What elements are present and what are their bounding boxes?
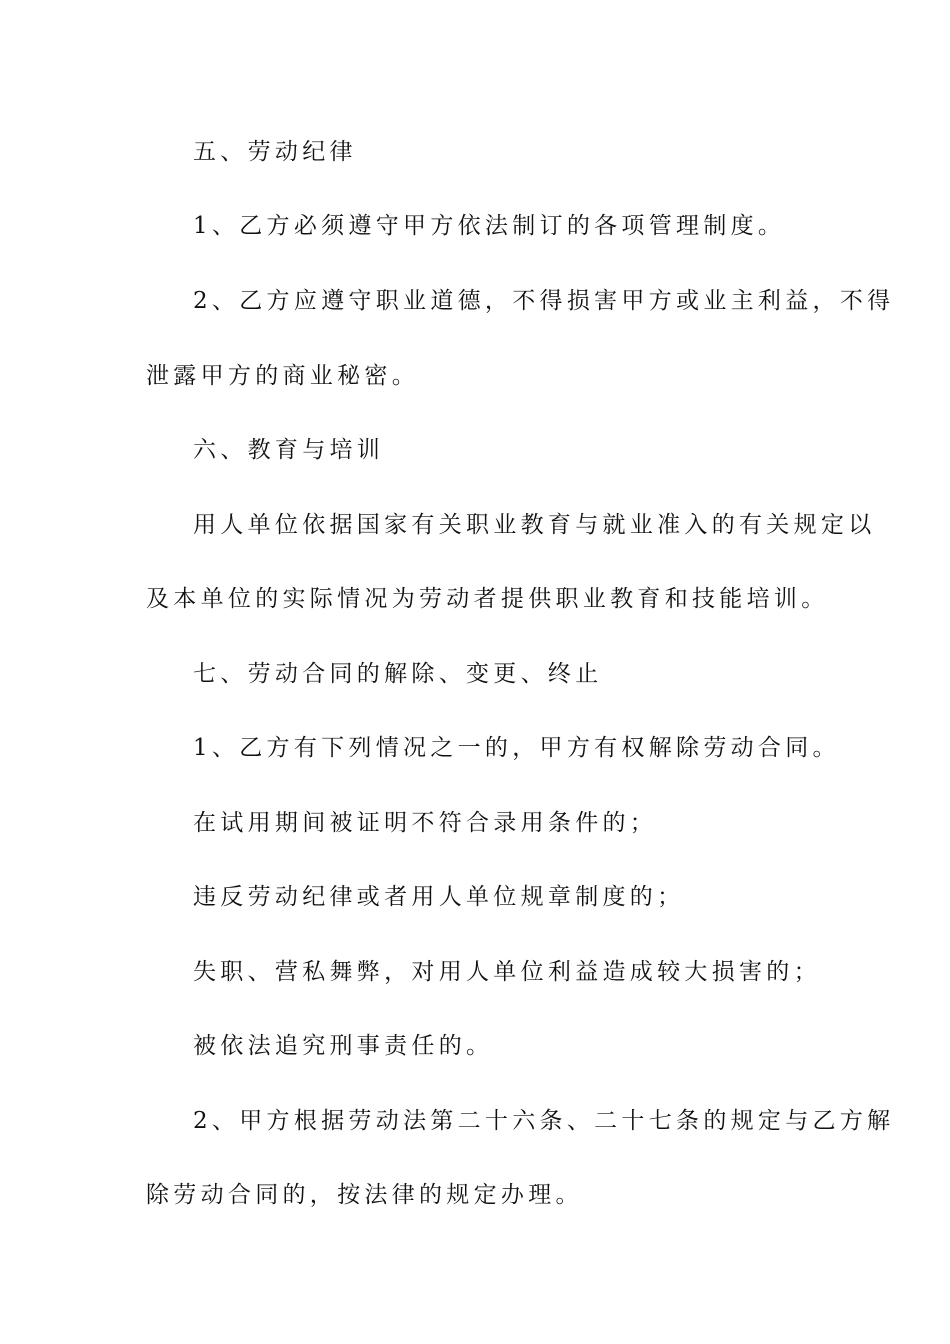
paragraph-line: 用人单位依据国家有关职业教育与就业准入的有关规定以 [193, 512, 876, 538]
list-item: 被依法追究刑事责任的。 [193, 1033, 494, 1059]
paragraph-line: 2、乙方应遵守职业道德，不得损害甲方或业主利益，不得 [193, 288, 895, 314]
paragraph-line: 2、甲方根据劳动法第二十六条、二十七条的规定与乙方解 [193, 1108, 895, 1134]
paragraph-line: 及本单位的实际情况为劳动者提供职业教育和技能培训。 [146, 586, 829, 612]
section-heading-education-training: 六、教育与培训 [193, 437, 385, 463]
list-item: 在试用期间被证明不符合录用条件的； [193, 810, 658, 836]
section-heading-contract-termination: 七、劳动合同的解除、变更、终止 [193, 661, 603, 687]
list-item: 失职、营私舞弊，对用人单位利益造成较大损害的； [193, 959, 821, 985]
paragraph-line: 泄露甲方的商业秘密。 [146, 363, 419, 389]
list-item: 违反劳动纪律或者用人单位规章制度的； [193, 884, 685, 910]
section-heading-labor-discipline: 五、劳动纪律 [193, 139, 357, 165]
paragraph-line: 1、乙方有下列情况之一的，甲方有权解除劳动合同。 [193, 735, 840, 761]
paragraph-line: 1、乙方必须遵守甲方依法制订的各项管理制度。 [193, 213, 786, 239]
paragraph-line: 除劳动合同的，按法律的规定办理。 [146, 1182, 583, 1208]
